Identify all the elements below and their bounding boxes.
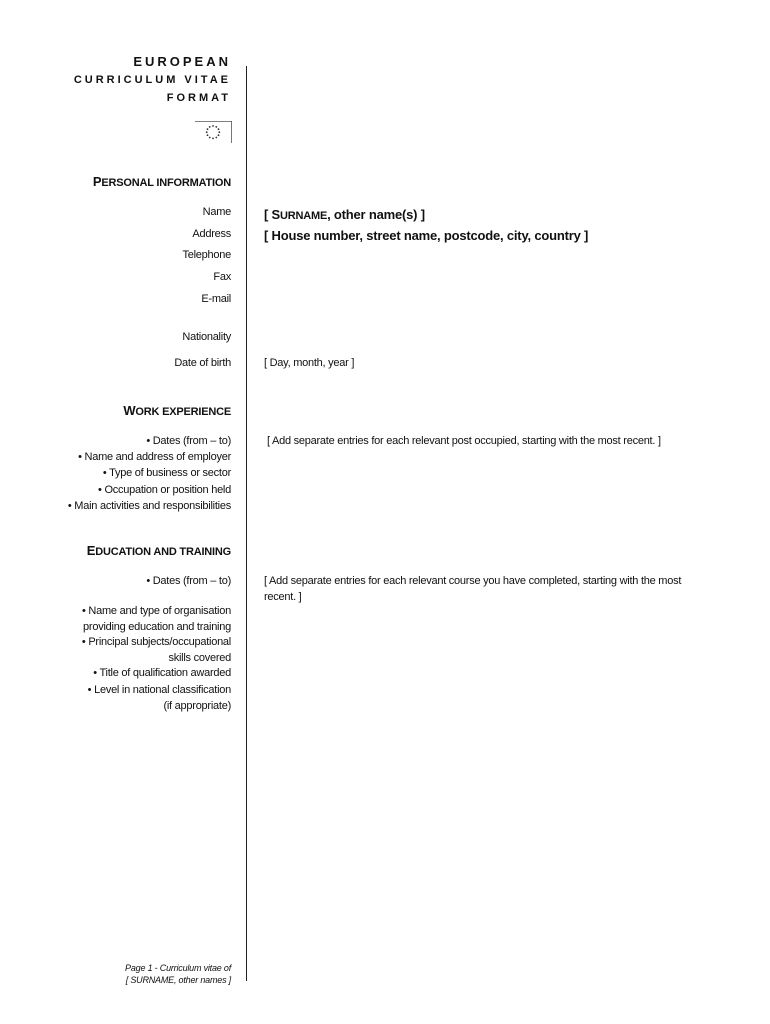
education-dates-label: • Dates (from – to) — [146, 575, 231, 587]
heading-rest: ERSONAL INFORMATION — [101, 177, 231, 189]
telephone-label: Telephone — [182, 249, 231, 261]
business-label: • Type of business or sector — [102, 467, 231, 479]
subjects-label-line-1: • Principal subjects/occupational — [81, 636, 231, 648]
title-line-2: CURRICULUM VITAE — [73, 74, 231, 86]
organisation-label — [82, 604, 231, 635]
level-label — [88, 683, 231, 714]
address-label: Address — [192, 228, 231, 240]
qualification-label: • Title of qualification awarded — [93, 667, 231, 679]
name-value-open: [ S — [264, 207, 281, 222]
page-footer — [125, 962, 231, 986]
personal-information-heading — [93, 174, 231, 189]
heading-initial: E — [86, 543, 96, 558]
level-label-line-1: • Level in national classification — [87, 684, 231, 696]
employer-label: • Name and address of employer — [78, 451, 231, 463]
organisation-label-line-2: providing education and training — [83, 620, 231, 633]
level-label-line-2: (if appropriate) — [163, 699, 231, 712]
footer-line-2: [ SURNAME, other names ] — [125, 975, 231, 985]
vertical-divider — [246, 66, 247, 981]
footer-line-1: Page 1 - Curriculum vitae of — [125, 963, 231, 973]
work-dates-label: • Dates (from – to) — [146, 435, 231, 447]
education-entries-note — [264, 574, 681, 605]
heading-rest: ORK EXPERIENCE — [135, 406, 231, 418]
education-note-line-2: recent. ] — [264, 590, 302, 603]
work-entries-note: [ Add separate entries for each relevant post occupied, starting with the most recent. ] — [267, 435, 661, 447]
email-label: E-mail — [201, 293, 231, 305]
activities-label: • Main activities and responsibilities — [67, 500, 231, 512]
heading-initial: P — [92, 174, 102, 189]
title-line-1: EUROPEAN — [133, 54, 231, 69]
name-value-rest: , other name(s) ] — [327, 207, 425, 222]
subjects-label-line-2: skills covered — [168, 651, 231, 664]
name-value — [264, 207, 425, 222]
occupation-label: • Occupation or position held — [98, 484, 231, 496]
education-training-heading — [87, 543, 231, 558]
date-of-birth-label: Date of birth — [174, 357, 231, 369]
heading-initial: W — [123, 403, 136, 418]
address-value: [ House number, street name, postcode, city, country ] — [264, 228, 589, 243]
heading-rest: DUCATION AND TRAINING — [95, 546, 231, 558]
eu-flag-icon — [195, 121, 232, 143]
nationality-label: Nationality — [182, 331, 231, 343]
fax-label: Fax — [213, 271, 231, 283]
education-note-line-1: [ Add separate entries for each relevant course you have completed, starting with the most — [264, 575, 682, 587]
name-label: Name — [202, 206, 231, 218]
title-line-3: FORMAT — [166, 92, 231, 104]
subjects-label — [82, 635, 231, 666]
organisation-label-line-1: • Name and type of organisation — [82, 605, 231, 617]
cv-title — [74, 53, 231, 107]
work-experience-heading — [123, 403, 231, 418]
date-of-birth-value: [ Day, month, year ] — [264, 357, 355, 369]
name-value-small: URNAME — [280, 210, 328, 222]
